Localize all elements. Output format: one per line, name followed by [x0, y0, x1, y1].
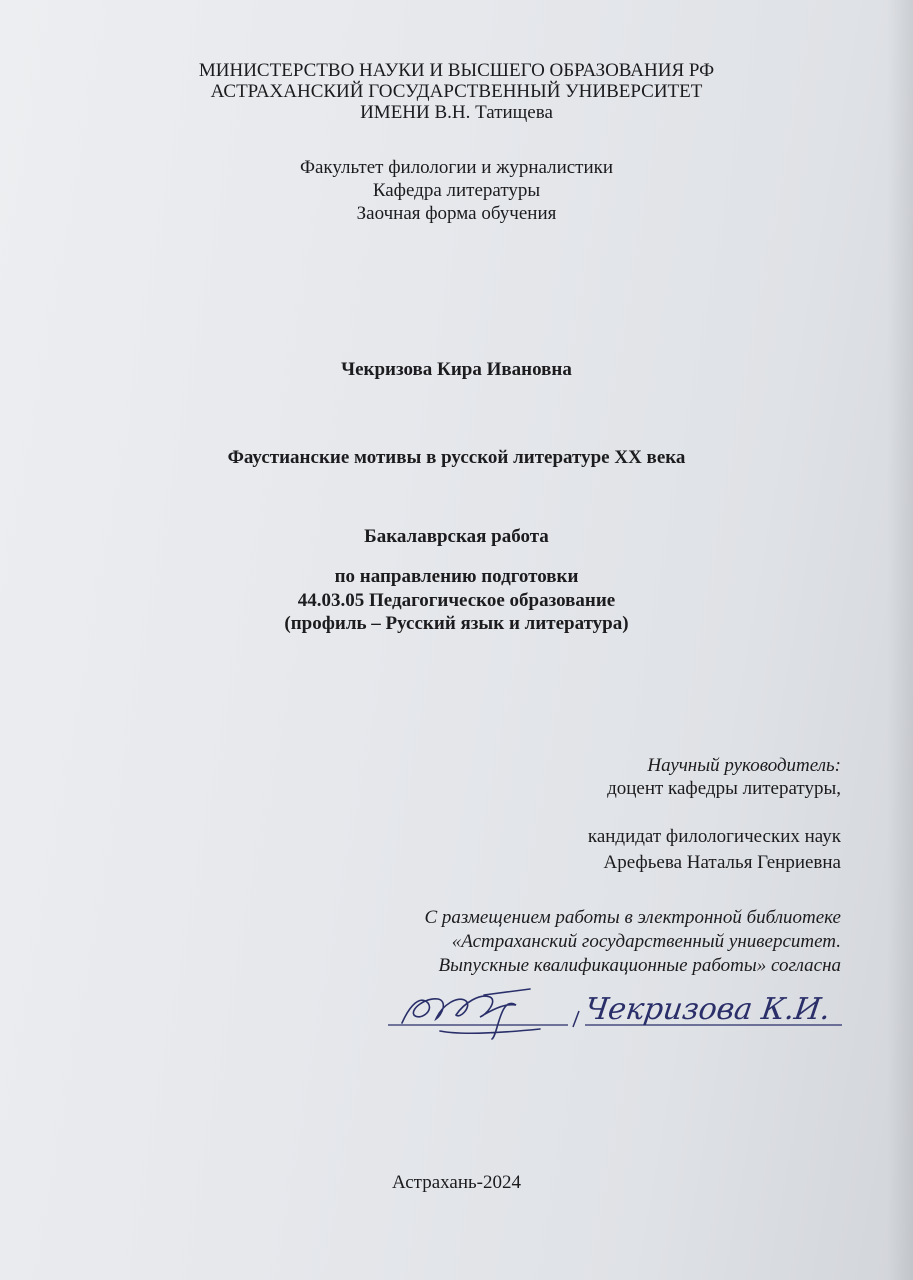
university-line: АСТРАХАНСКИЙ ГОСУДАРСТВЕННЫЙ УНИВЕРСИТЕТ: [210, 81, 703, 102]
direction-code: 44.03.05 Педагогическое образование: [297, 590, 616, 611]
study-form-line: Заочная форма обучения: [356, 203, 557, 224]
consent-line-3: Выпускные квалификационные работы» согласна: [438, 955, 841, 976]
consent-line-1: С размещением работы в электронной библиотеке: [424, 907, 841, 928]
department-line: Кафедра литературы: [372, 180, 541, 201]
author-name: Чекризова Кира Ивановна: [341, 359, 572, 380]
supervisor-name: Арефьева Наталья Генриевна: [603, 852, 841, 873]
supervisor-label: Научный руководитель:: [647, 755, 841, 776]
city-year: Астрахань-2024: [392, 1172, 521, 1193]
supervisor-position: доцент кафедры литературы,: [607, 778, 841, 799]
consent-line-2: «Астраханский государственный университет.: [451, 931, 841, 952]
work-type: Бакалаврская работа: [364, 526, 549, 547]
thesis-title: Фаустианские мотивы в русской литературе XX века: [227, 447, 686, 468]
handwritten-signature: [380, 975, 850, 1050]
ministry-line: МИНИСТЕРСТВО НАУКИ И ВЫСШЕГО ОБРАЗОВАНИЯ РФ: [198, 60, 715, 81]
signature-name-handwritten: Чекризова К.И.: [582, 992, 833, 1027]
supervisor-degree: кандидат филологических наук: [587, 826, 841, 847]
signature-area: [380, 975, 850, 1050]
profile-line: (профиль – Русский язык и литература): [284, 613, 629, 634]
direction-label: по направлению подготовки: [334, 566, 579, 587]
faculty-line: Факультет филологии и журналистики: [299, 157, 614, 178]
named-after-line: ИМЕНИ В.Н. Татищева: [360, 102, 553, 123]
